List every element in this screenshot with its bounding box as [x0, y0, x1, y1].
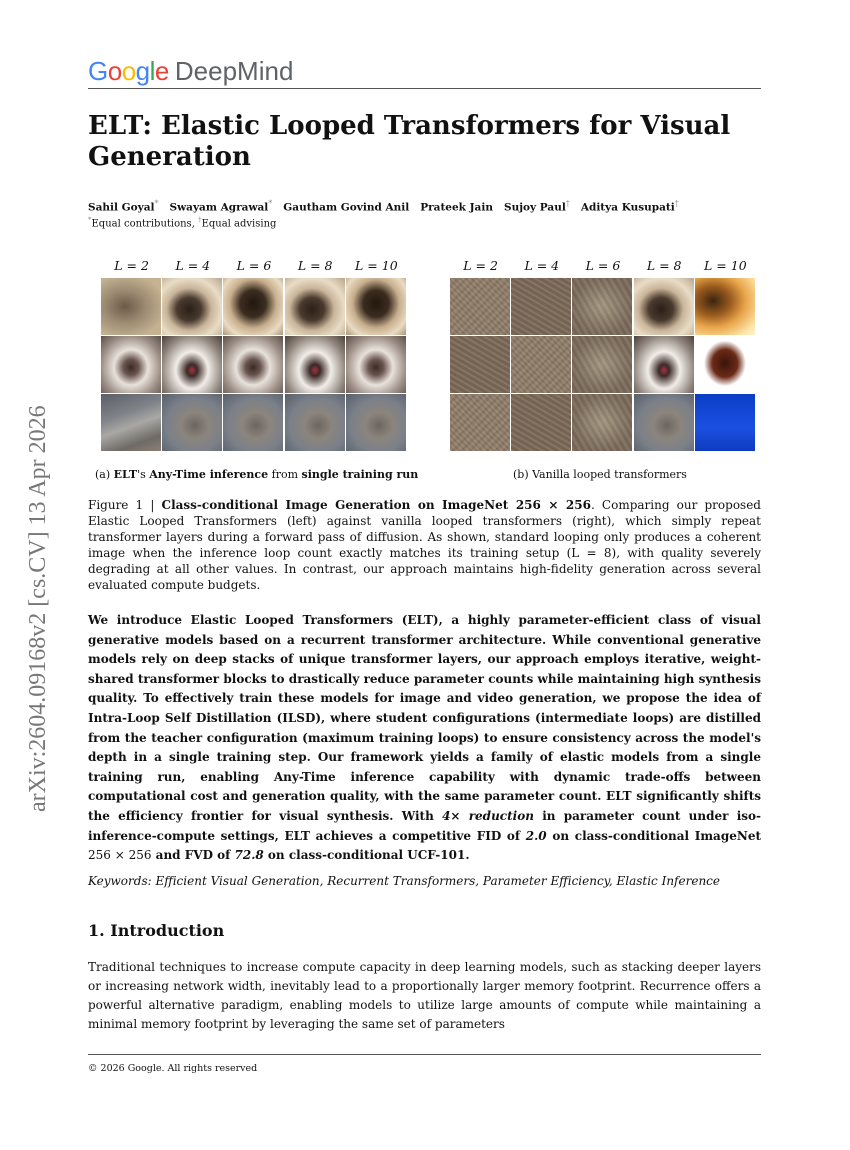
logo-letter: g [135, 56, 150, 86]
image-grid-vanilla [450, 278, 756, 451]
author: Prateek Jain [420, 201, 493, 214]
elt-sample-thumbnail [285, 336, 345, 393]
elt-sample-thumbnail [223, 336, 283, 393]
affiliation-note: *Equal contributions, †Equal advising [88, 216, 277, 230]
vanilla-sample-thumbnail [695, 394, 755, 451]
vanilla-sample-thumbnail [450, 278, 510, 335]
loop-label: L = 4 [524, 258, 560, 273]
vanilla-sample-thumbnail [572, 394, 632, 451]
loop-label: L = 4 [175, 258, 211, 273]
image-grid-elt [101, 278, 407, 451]
elt-sample-thumbnail [285, 278, 345, 335]
vanilla-sample-thumbnail [511, 336, 571, 393]
logo-letter: l [149, 56, 155, 86]
elt-sample-thumbnail [101, 278, 161, 335]
loop-labels [101, 258, 407, 276]
elt-sample-thumbnail [223, 394, 283, 451]
vanilla-sample-thumbnail [695, 278, 755, 335]
author: Gautham Govind Anil [283, 201, 410, 214]
google-deepmind-logo [88, 54, 293, 88]
elt-sample-thumbnail [162, 336, 222, 393]
author: Aditya Kusupati† [580, 199, 679, 214]
loop-label: L = 2 [463, 258, 498, 273]
vanilla-sample-thumbnail [511, 278, 571, 335]
vanilla-sample-thumbnail [695, 336, 755, 393]
figure-panel-elt [101, 258, 407, 451]
loop-label: L = 10 [355, 258, 398, 273]
elt-sample-thumbnail [285, 394, 345, 451]
vanilla-sample-thumbnail [572, 336, 632, 393]
elt-sample-thumbnail [162, 394, 222, 451]
vanilla-sample-thumbnail [450, 394, 510, 451]
loop-label: L = 6 [236, 258, 272, 273]
logo-letter: e [154, 56, 169, 86]
arxiv-identifier: arXiv:2604.09168v2 [cs.CV] 13 Apr 2026 [25, 405, 51, 812]
vanilla-sample-thumbnail [511, 394, 571, 451]
vanilla-sample-thumbnail [634, 278, 694, 335]
vanilla-sample-thumbnail [450, 336, 510, 393]
author: Sahil Goyal* [88, 199, 159, 214]
figure-caption: Figure 1 | Class-conditional Image Generation on ImageNet 256 × 256. Comparing our proposed Elastic Looped Transformers (left) against vanilla looped transformers (right), which simply repeat transformer layers during a forward pass of diffusion. As shown, standard looping only produces a coherent image when the inference loop count exactly matches its training setup (L = 8), with quality severely degrading at all other values. In contrast, our approach maintains high-fidelity generation across several evaluated compute budgets. [88, 498, 761, 592]
loop-label: L = 2 [114, 258, 149, 273]
author: Sujoy Paul† [504, 199, 570, 214]
subfigure-caption-a: (a) ELT's Any-Time inference from single training run [95, 468, 419, 481]
loop-label: L = 8 [646, 258, 682, 273]
vanilla-sample-thumbnail [634, 394, 694, 451]
vanilla-sample-thumbnail [572, 278, 632, 335]
elt-sample-thumbnail [162, 278, 222, 335]
author: Swayam Agrawal* [169, 199, 273, 214]
copyright-footer: © 2026 Google. All rights reserved [88, 1063, 258, 1074]
vanilla-sample-thumbnail [634, 336, 694, 393]
figure-panel-vanilla [450, 258, 756, 451]
logo-letter: o [107, 56, 122, 86]
logo-letter: G [88, 56, 108, 86]
header-rule [88, 88, 761, 89]
introduction-paragraph: Traditional techniques to increase compute capacity in deep learning models, such as stacking deeper layers or increasing network width, inevitably lead to a proportionally larger memory footprint. Recurrence offers a powerful alternative paradigm, enabling models to utilize large amounts of compute while maintaining a minimal memory footprint by leveraging the same set of parameters [88, 960, 761, 1031]
section-heading-introduction: 1. Introduction [88, 921, 225, 940]
subfigure-caption-b: (b) Vanilla looped transformers [513, 468, 687, 481]
elt-sample-thumbnail [346, 336, 406, 393]
paper-title: ELT: Elastic Looped Transformers for Visual Generation [88, 111, 731, 172]
logo-letter: o [121, 56, 136, 86]
footer-rule [88, 1054, 761, 1055]
google-wordmark [88, 56, 169, 86]
abstract: We introduce Elastic Looped Transformers (ELT), a highly parameter-efficient class of visual generative models based on a recurrent transformer architecture. While conventional generative models rely on deep stacks of unique transformer layers, our approach employs iterative, weight-shared transformer blocks to drastically reduce parameter counts while maintaining high synthesis quality. To effectively train these models for image and video generation, we propose the idea of Intra-Loop Self Distillation (ILSD), where student configurations (intermediate loops) are distilled from the teacher configuration (maximum training loops) to ensure consistency across the model's depth in a single training step. Our framework yields a family of elastic models from a single training run, enabling Any-Time inference capability with dynamic trade-offs between computational cost and generation quality, with the same parameter count. ELT significantly shifts the efficiency frontier for visual synthesis. With 4× reduction in parameter count under iso-inference-compute settings, ELT achieves a competitive FID of 2.0 on class-conditional ImageNet 256 × 256 and FVD of 72.8 on class-conditional UCF-101. [88, 613, 762, 863]
author-list [88, 199, 768, 214]
elt-sample-thumbnail [101, 336, 161, 393]
elt-sample-thumbnail [101, 394, 161, 451]
elt-sample-thumbnail [223, 278, 283, 335]
deepmind-wordmark: DeepMind [174, 56, 294, 86]
elt-sample-thumbnail [346, 394, 406, 451]
keywords: Keywords: Efficient Visual Generation, Recurrent Transformers, Parameter Efficiency, Elastic Inference [88, 874, 720, 888]
elt-sample-thumbnail [346, 278, 406, 335]
loop-label: L = 8 [297, 258, 333, 273]
loop-label: L = 6 [585, 258, 621, 273]
loop-label: L = 10 [704, 258, 747, 273]
loop-labels [450, 258, 756, 276]
